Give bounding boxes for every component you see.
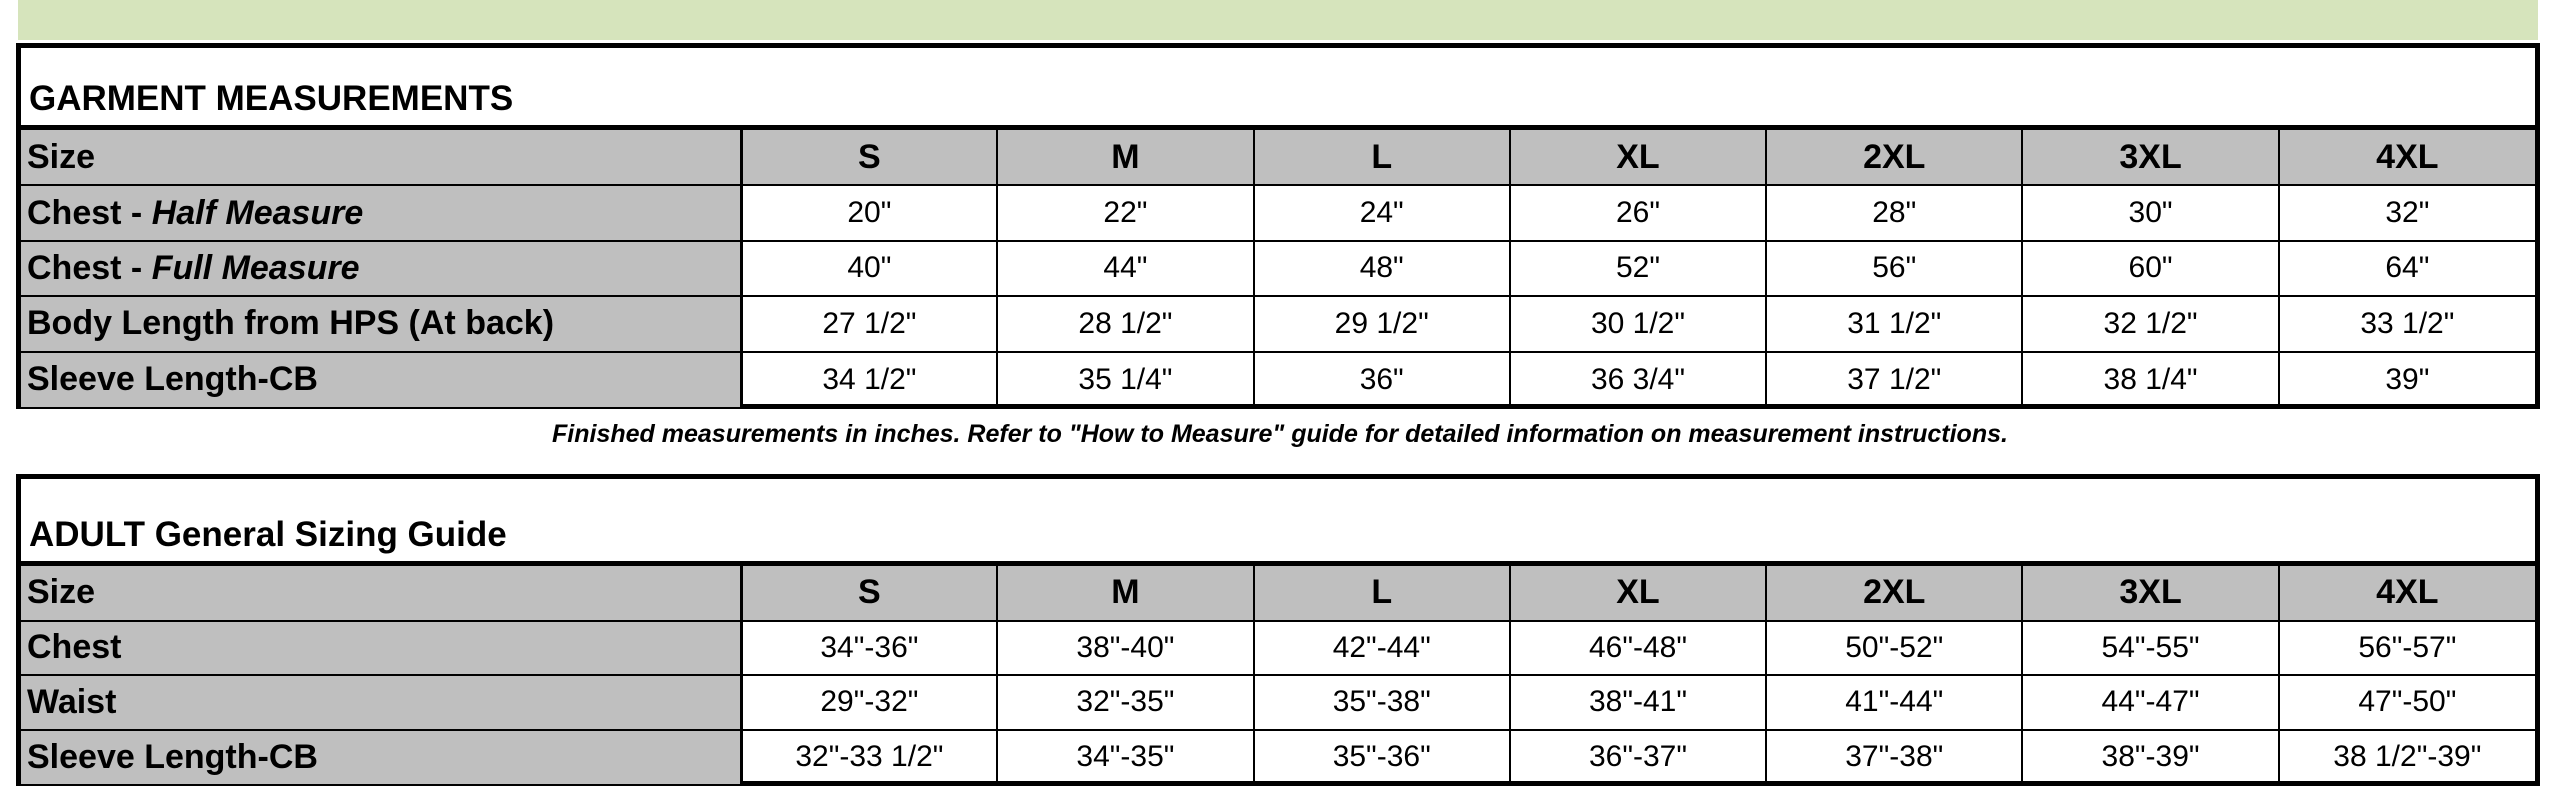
table-cell: 26" — [1510, 185, 1766, 240]
table-cell: 32 1/2" — [2022, 296, 2278, 351]
table-cell: 36" — [1254, 352, 1510, 407]
table-cell: 30" — [2022, 185, 2278, 240]
table-cell: 33 1/2" — [2279, 296, 2535, 351]
table-cell: 36 3/4" — [1510, 352, 1766, 407]
table-cell: 37 1/2" — [1766, 352, 2022, 407]
row-label: Waist — [21, 675, 741, 730]
table-cell: 47"-50" — [2279, 675, 2535, 730]
table-cell: 35 1/4" — [997, 352, 1253, 407]
table-cell: 50"-52" — [1766, 621, 2022, 676]
row-label: Size — [21, 130, 741, 185]
table-cell: 46"-48" — [1510, 621, 1766, 676]
table-cell: 27 1/2" — [741, 296, 997, 351]
table-cell: 38 1/2"-39" — [2279, 730, 2535, 785]
size-header: 3XL — [2022, 130, 2278, 185]
row-label: Sleeve Length-CB — [21, 352, 741, 407]
table-cell: 54"-55" — [2022, 621, 2278, 676]
sizing-grid — [21, 566, 2535, 784]
table-cell: 32" — [2279, 185, 2535, 240]
row-label: Chest — [21, 621, 741, 676]
table-cell: 48" — [1254, 241, 1510, 296]
table-cell: 41"-44" — [1766, 675, 2022, 730]
row-label: Body Length from HPS (At back) — [21, 296, 741, 351]
size-header-row — [21, 130, 2535, 185]
measurement-note: Finished measurements in inches. Refer to "How to Measure" guide for detailed information on measurement instructions. — [552, 420, 2008, 448]
table-cell: 56"-57" — [2279, 621, 2535, 676]
table-cell: 64" — [2279, 241, 2535, 296]
table-row — [21, 296, 2535, 351]
table-cell: 38"-40" — [997, 621, 1253, 676]
table-title: GARMENT MEASUREMENTS — [21, 48, 2535, 130]
table-cell: 30 1/2" — [1510, 296, 1766, 351]
size-header: L — [1254, 130, 1510, 185]
table-cell: 22" — [997, 185, 1253, 240]
table-row — [21, 185, 2535, 240]
size-header: 4XL — [2279, 566, 2535, 621]
table-row — [21, 352, 2535, 407]
row-label: Chest - Half Measure — [21, 185, 741, 240]
table-cell: 34"-35" — [997, 730, 1253, 785]
table-cell: 37"-38" — [1766, 730, 2022, 785]
size-header: S — [741, 566, 997, 621]
table-row — [21, 675, 2535, 730]
row-label: Chest - Full Measure — [21, 241, 741, 296]
table-cell: 34 1/2" — [741, 352, 997, 407]
size-header: 3XL — [2022, 566, 2278, 621]
size-header: XL — [1510, 130, 1766, 185]
table-cell: 28 1/2" — [997, 296, 1253, 351]
table-cell: 40" — [741, 241, 997, 296]
table-cell: 32"-35" — [997, 675, 1253, 730]
size-header: S — [741, 130, 997, 185]
table-cell: 60" — [2022, 241, 2278, 296]
size-header: 4XL — [2279, 130, 2535, 185]
table-row — [21, 241, 2535, 296]
table-cell: 34"-36" — [741, 621, 997, 676]
table-title: ADULT General Sizing Guide — [21, 479, 2535, 566]
table-cell: 31 1/2" — [1766, 296, 2022, 351]
table-row — [21, 621, 2535, 676]
table-row — [21, 730, 2535, 785]
table-cell: 29 1/2" — [1254, 296, 1510, 351]
size-header: M — [997, 130, 1253, 185]
table-cell: 44"-47" — [2022, 675, 2278, 730]
table-cell: 24" — [1254, 185, 1510, 240]
table-cell: 32"-33 1/2" — [741, 730, 997, 785]
table-cell: 39" — [2279, 352, 2535, 407]
header-band — [18, 0, 2538, 40]
table-cell: 52" — [1510, 241, 1766, 296]
size-header: XL — [1510, 566, 1766, 621]
row-label: Size — [21, 566, 741, 621]
size-header: M — [997, 566, 1253, 621]
garment-measurements-table — [16, 43, 2540, 409]
table-cell: 36"-37" — [1510, 730, 1766, 785]
measurements-grid — [21, 130, 2535, 407]
row-label: Sleeve Length-CB — [21, 730, 741, 785]
table-cell: 44" — [997, 241, 1253, 296]
table-cell: 56" — [1766, 241, 2022, 296]
table-cell: 29"-32" — [741, 675, 997, 730]
adult-sizing-guide-table — [16, 474, 2540, 786]
table-cell: 38 1/4" — [2022, 352, 2278, 407]
table-cell: 42"-44" — [1254, 621, 1510, 676]
size-header: 2XL — [1766, 566, 2022, 621]
size-header: 2XL — [1766, 130, 2022, 185]
table-cell: 20" — [741, 185, 997, 240]
size-header: L — [1254, 566, 1510, 621]
table-cell: 35"-36" — [1254, 730, 1510, 785]
size-header-row — [21, 566, 2535, 621]
table-cell: 38"-39" — [2022, 730, 2278, 785]
table-cell: 38"-41" — [1510, 675, 1766, 730]
table-cell: 35"-38" — [1254, 675, 1510, 730]
table-cell: 28" — [1766, 185, 2022, 240]
